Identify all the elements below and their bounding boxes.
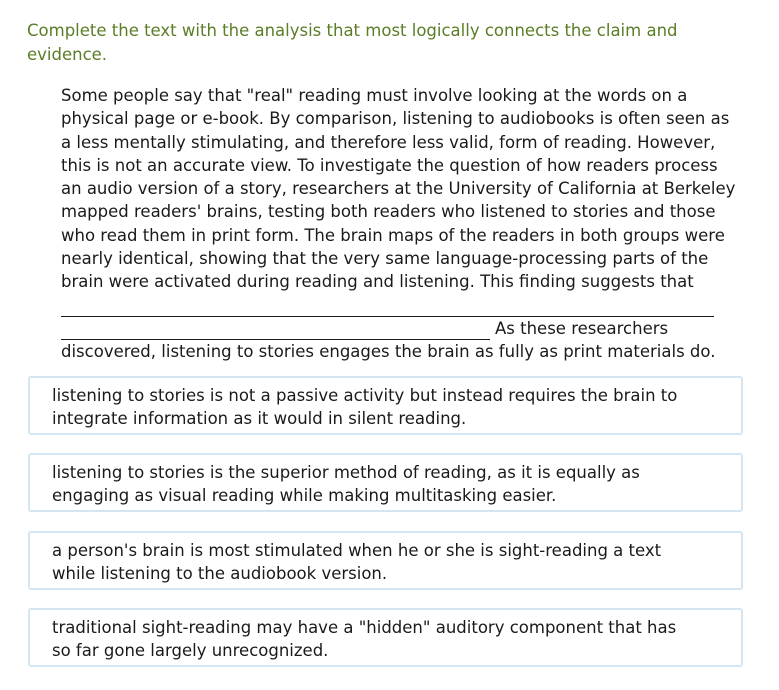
answer-option-b[interactable] [28,453,743,512]
answer-option-d[interactable] [28,608,743,667]
option-text-line-1: a person's brain is most stimulated when he or she is sight-reading a text [52,541,662,560]
question-instruction [27,19,747,66]
passage-after-blank-2: discovered, listening to stories engages the brain as fully as print materials do. [61,342,716,361]
instruction-line-2: evidence. [27,44,108,64]
option-text-line-1: listening to stories is the superior method of reading, as it is equally as [52,463,640,482]
passage-line: nearly identical, showing that the very same language-processing parts of the [61,249,709,269]
passage-line: physical page or e-book. By comparison, listening to audiobooks is often seen as [61,109,730,129]
option-text-line-2: engaging as visual reading while making multitasking easier. [52,486,557,506]
option-text-line-1: listening to stories is not a passive activity but instead requires the brain to [52,386,678,405]
option-text-line-2: while listening to the audiobook version. [52,564,388,584]
option-text-line-1: traditional sight-reading may have a "hidden" auditory component that has [52,618,677,637]
passage-line: this is not an accurate view. To investigate the question of how readers process [61,155,718,175]
passage-line: a less mentally stimulating, and therefore less valid, form of reading. However, [61,132,716,152]
passage-after-blank-1: As these researchers [495,319,669,338]
option-text-line-2: integrate information as it would in silent reading. [52,409,467,429]
passage-text [61,84,779,294]
answer-option-c[interactable] [28,531,743,590]
answer-option-a[interactable] [28,376,743,435]
passage-line: an audio version of a story, researchers at the University of California at Berkeley [61,179,736,199]
option-text-line-2: so far gone largely unrecognized. [52,641,329,661]
passage-line: Some people say that "real" reading must involve looking at the words on a [61,86,688,105]
passage-line: who read them in print form. The brain maps of the readers in both groups were [61,225,725,245]
passage-line: brain were activated during reading and listening. This finding suggests that [61,272,694,292]
passage-line: mapped readers' brains, testing both readers who listened to stories and those [61,202,716,222]
instruction-line-1: Complete the text with the analysis that most logically connects the claim and [27,21,678,40]
